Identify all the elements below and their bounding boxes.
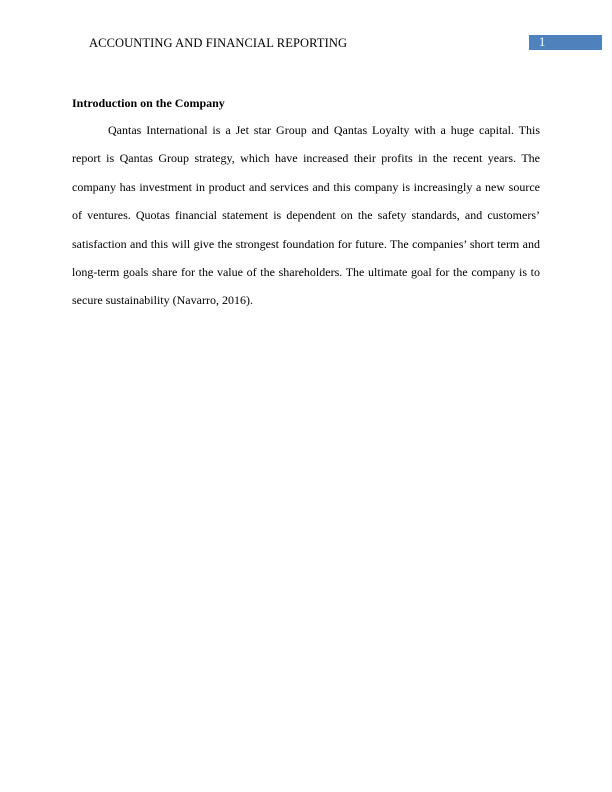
page-number: 1 <box>539 35 546 49</box>
body-paragraph: Qantas International is a Jet star Group and Qantas Loyalty with a huge capital. This report is Qantas Group strategy, which have increased their profits in the recent years. The company has investment in product and services and this company is increasingly a new source of ventures. Quotas financial statement is dependent on the safety standards, and customers’ satisfaction and this will give the strongest foundation for future. The companies’ short term and long-term goals share for the value of the shareholders. The ultimate goal for the company is to secure sustainability (Navarro, 2016). <box>72 123 540 308</box>
page-number-badge <box>529 35 602 50</box>
section-heading: Introduction on the Company <box>72 96 225 110</box>
running-header-title: ACCOUNTING AND FINANCIAL REPORTING <box>89 36 348 50</box>
